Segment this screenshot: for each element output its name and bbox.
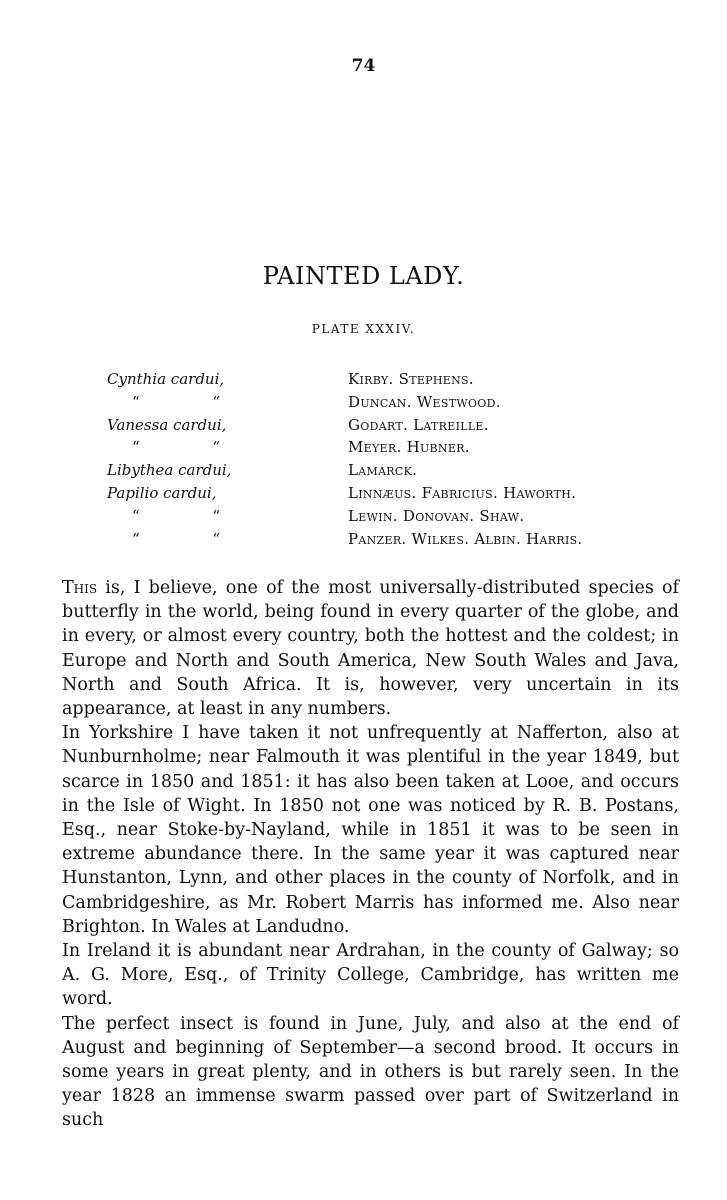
body-text bbox=[62, 576, 679, 1133]
synonym-authors: Godart. Latreille. bbox=[348, 415, 489, 434]
synonym-name: Papilio cardui, bbox=[107, 483, 217, 502]
synonym-name: Libythea cardui, bbox=[107, 461, 232, 480]
page-number: 74 bbox=[351, 56, 376, 76]
synonym-row bbox=[0, 438, 727, 461]
paragraph bbox=[62, 721, 679, 939]
ditto-mark: “ “ bbox=[132, 438, 255, 457]
paragraph bbox=[62, 1012, 679, 1133]
synonym-row bbox=[0, 393, 727, 416]
synonym-authors: Lewin. Donovan. Shaw. bbox=[348, 506, 525, 525]
paragraph-lead: This bbox=[62, 578, 98, 598]
synonym-row bbox=[0, 416, 727, 439]
ditto-mark: “ “ bbox=[132, 506, 255, 525]
paragraph-text: is, I believe, one of the most universally-distributed species of butterfly in the world, being found in every quarter of the globe, and in every, or almost every country, both the hottest and the coldest; in Europe and North and South America, New South Wales and Java, North and South Africa. It is, however, very uncertain in its appearance, at least in any numbers. bbox=[62, 578, 679, 720]
synonym-row bbox=[0, 461, 727, 484]
synonym-row bbox=[0, 530, 727, 553]
synonym-authors: Panzer. Wilkes. Albin. Harris. bbox=[348, 529, 583, 548]
synonym-name: Cynthia cardui, bbox=[107, 370, 225, 388]
synonym-authors: Duncan. Westwood. bbox=[348, 392, 501, 411]
synonym-list bbox=[0, 370, 727, 552]
synonym-authors: Kirby. Stephens. bbox=[348, 370, 474, 388]
paragraph-text: The perfect insect is found in June, July, and also at the end of August and beginning of September—a second brood. It occurs in some years in great plenty, and in others is but rarely seen. In the year 1828 an immense swarm passed over part of Switzerland in such bbox=[62, 1013, 679, 1131]
ditto-mark: “ “ bbox=[132, 392, 255, 411]
synonym-row bbox=[0, 484, 727, 507]
synonym-row bbox=[0, 507, 727, 530]
paragraph bbox=[62, 939, 679, 1012]
synonym-name: Vanessa cardui, bbox=[107, 415, 227, 434]
paragraph bbox=[62, 576, 679, 721]
paragraph-text: In Ireland it is abundant near Ardrahan, in the county of Galway; so A. G. More, Esq., of Trinity College, Cambridge, has written me word. bbox=[62, 941, 679, 1010]
synonym-row bbox=[0, 370, 727, 393]
ditto-mark: “ “ bbox=[132, 529, 255, 548]
page-title: PAINTED LADY. bbox=[262, 262, 465, 290]
synonym-authors: Linnæus. Fabricius. Haworth. bbox=[348, 483, 577, 502]
plate-label: PLATE XXXIV. bbox=[311, 322, 416, 336]
synonym-authors: Lamarck. bbox=[348, 461, 418, 480]
synonym-authors: Meyer. Hubner. bbox=[348, 438, 470, 457]
paragraph-text: In Yorkshire I have taken it not unfrequently at Nafferton, also at Nunburnholme; near Falmouth it was plentiful in the year 1849, but scarce in 1850 and 1851: it has also been taken at Looe, and occurs in the Isle of Wight. In 1850 not one was noticed by R. B. Postans, Esq., near Stoke-by-Nayland, while in 1851 it was to be seen in extreme abundance there. In the same year it was captured near Hunstanton, Lynn, and other places in the county of Norfolk, and in Cambridgeshire, as Mr. Robert Marris has informed me. Also near Brighton. In Wales at Landudno. bbox=[62, 723, 679, 937]
